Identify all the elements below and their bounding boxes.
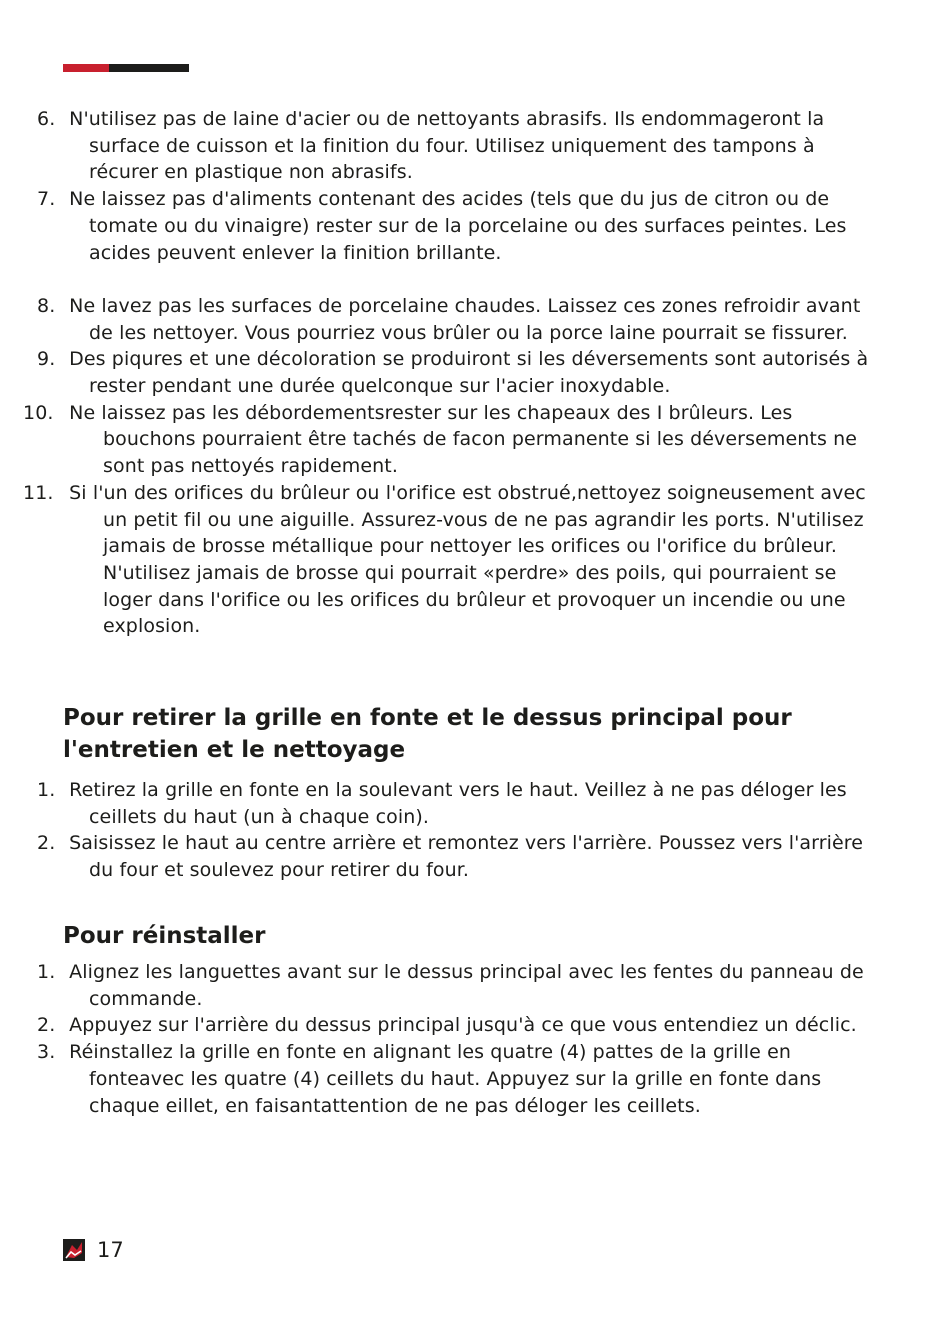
- remove-steps-list: [37, 777, 883, 884]
- list-item: 9. Des piqures et une décoloration se produiront si les déversements sont autorisés à rester pendant une durée quelconque sur l'acier inoxydable.: [37, 348, 869, 398]
- list-item: 2. Appuyez sur l'arrière du dessus principal jusqu'à ce que vous entendiez un déclic.: [37, 1014, 857, 1037]
- accent-bar-red: [63, 64, 109, 72]
- brand-logo-icon: [63, 1239, 85, 1261]
- page-footer: [63, 1238, 124, 1262]
- list-item: 2. Saisissez le haut au centre arrière et remontez vers l'arrière. Poussez vers l'arrière du four et soulevez pour retirer du four.: [37, 832, 864, 882]
- list-item: 6. N'utilisez pas de laine d'acier ou de nettoyants abrasifs. Ils endommageront la surface de cuisson et la finition du four. Utilisez uniquement des tampons à récurer en plastique non abrasifs.: [37, 108, 825, 184]
- section-heading-remove: Pour retirer la grille en fonte et le dessus principal pour l'entretien et le nettoyage: [63, 705, 792, 763]
- cleaning-tips-list: [23, 106, 883, 640]
- list-item: 11. Si l'un des orifices du brûleur ou l'orifice est obstrué,nettoyez soigneusement avec un petit fil ou une aiguille. Assurez-vous de ne pas agrandir les ports. N'utilisez jamais de brosse métallique pour nettoyer les orifices ou l'orifice du brûleur. N'utilisez jamais de brosse qui pourrait «perdre» des poils, qui pourraient se loger dans l'orifice ou les orifices du brûleur et provoquer un incendie ou une explosion.: [23, 481, 866, 638]
- reinstall-steps-list: [37, 959, 883, 1119]
- list-item: 1. Retirez la grille en fonte en la soulevant vers le haut. Veillez à ne pas déloger les ceillets du haut (un à chaque coin).: [37, 779, 847, 828]
- header-accent-bar: [63, 64, 189, 72]
- list-item: 10. Ne laissez pas les débordementsrester sur les chapeaux des I brûleurs. Les bouchons pourraient être tachés de facon permanente si les déversements ne sont pas nettoyés rapidement.: [23, 401, 858, 478]
- section-heading-reinstall: Pour réinstaller: [63, 923, 266, 949]
- accent-bar-dark: [109, 64, 189, 72]
- list-item: 8. Ne lavez pas les surfaces de porcelaine chaudes. Laissez ces zones refroidir avant de les nettoyer. Vous pourriez vous brûler ou la porce laine pourrait se fissurer.: [37, 294, 861, 344]
- list-item: 1. Alignez les languettes avant sur le dessus principal avec les fentes du panneau de commande.: [37, 961, 864, 1010]
- list-item: 7. Ne laissez pas d'aliments contenant des acides (tels que du jus de citron ou de tomate ou du vinaigre) rester sur de la porcelaine ou des surfaces peintes. Les acides peuvent enlever la finition brillante.: [37, 188, 847, 264]
- page-number: 17: [97, 1238, 124, 1262]
- list-item: 3. Réinstallez la grille en fonte en alignant les quatre (4) pattes de la grille en fonteavec les quatre (4) ceillets du haut. Appuyez sur la grille en fonte dans chaque eillet, en faisantattention de ne pas déloger les ceillets.: [37, 1041, 822, 1117]
